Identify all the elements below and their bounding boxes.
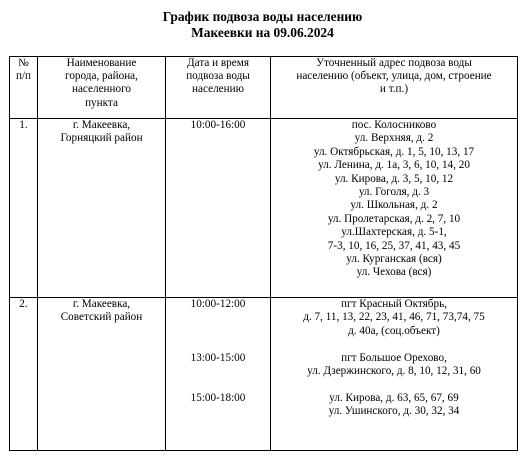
document-title: [0, 9, 525, 40]
title-line-1: График подвоза воды населению: [162, 9, 363, 24]
row-address: пос. Колосниково ул. Верхняя, д. 2 ул. Октябрьская, д. 1, 5, 10, 13, 17 ул. Ленина, д. 1а, 3, 6, 10, 14, 20 ул. Кирова, д. 3, 5, 10, 12 ул. Гоголя, д. 3 ул. Школьная, д. 2 ул. Пролетарская, д. 2, 7, 10 ул.Шахтерская, д. 5-1, 7-3, 10, 16, 25, 37, 41, 43, 45 ул. Курганская (вся) ул. Чехова (вся): [271, 119, 518, 298]
table-row: [10, 298, 518, 451]
header-location: Наименование города, района, населенного пункта: [38, 57, 166, 119]
header-num: № п/п: [10, 57, 38, 119]
row-time: 10:00-12:00 13:00-15:00 15:00-18:00: [166, 298, 271, 451]
row-address: пгт Красный Октябрь, д. 7, 11, 13, 22, 23, 41, 46, 71, 73,74, 75 д. 40а, (соц.объект) пгт Большое Орехово, ул. Дзержинского, д. 8, 10, 12, 31, 60 ул. Кирова, д. 63, 65, 67, 69 ул. Ушинского, д. 30, 32, 34: [271, 298, 518, 451]
row-time: 10:00-16:00: [166, 119, 271, 298]
water-schedule-table: [9, 56, 518, 451]
table-header-row: [10, 57, 518, 119]
row-num: 2.: [10, 298, 38, 451]
row-location: г. Макеевка, Советский район: [38, 298, 166, 451]
row-num: 1.: [10, 119, 38, 298]
header-time: Дата и время подвоза воды населению: [166, 57, 271, 119]
row-location: г. Макеевка, Горняцкий район: [38, 119, 166, 298]
header-address: Уточненный адрес подвоза воды населению (объект, улица, дом, строение и т.п.): [271, 57, 518, 119]
title-line-2: Макеевки на 09.06.2024: [191, 24, 334, 40]
table-row: [10, 119, 518, 298]
